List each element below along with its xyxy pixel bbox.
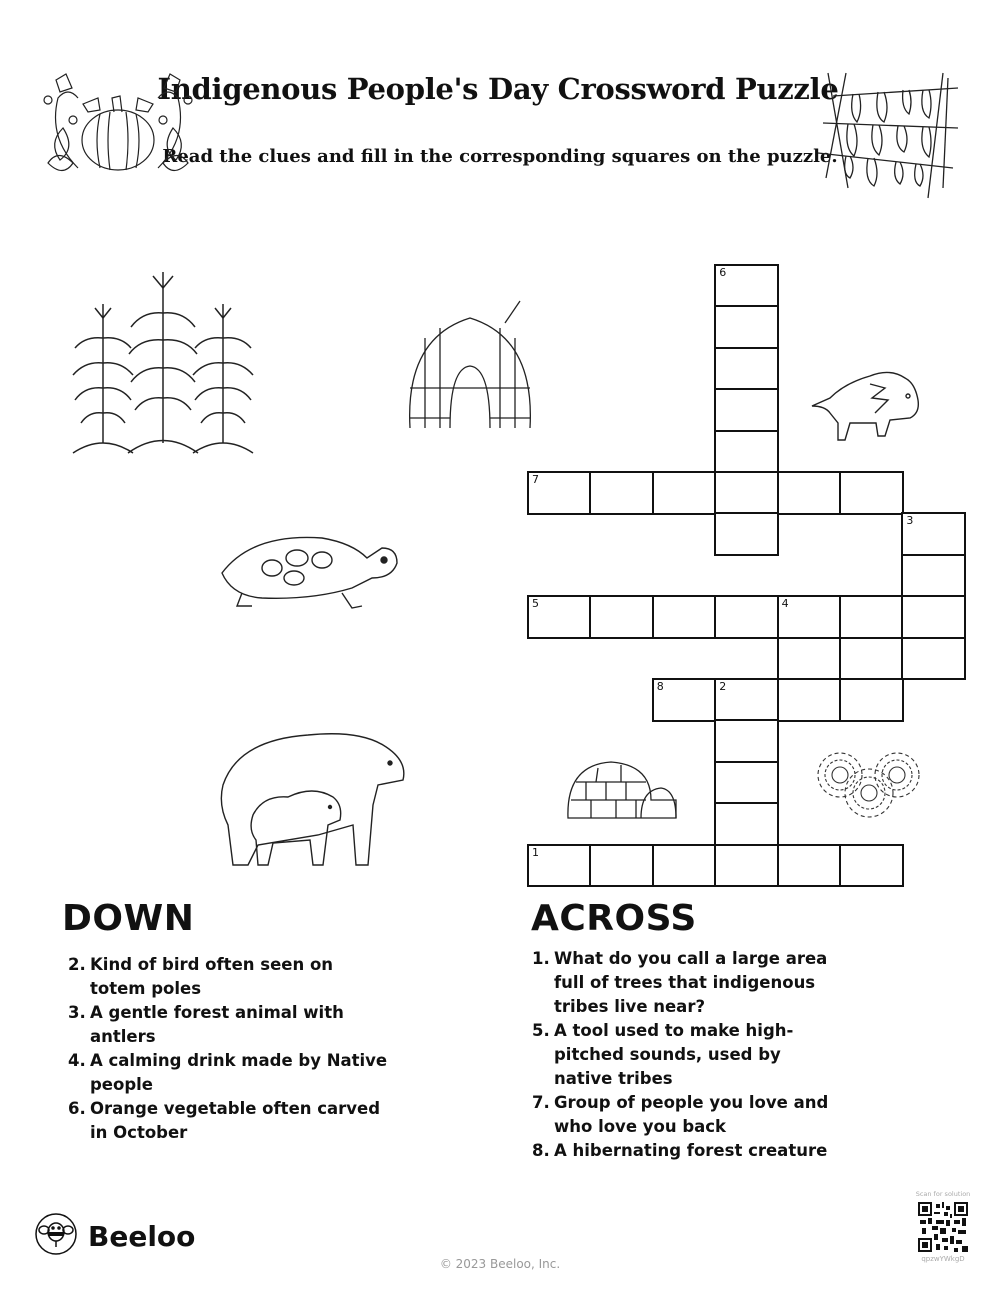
crossword-cell[interactable] xyxy=(777,595,842,639)
crossword-cell[interactable] xyxy=(589,844,654,888)
down-clue xyxy=(68,1097,388,1145)
pumpkin-icon xyxy=(38,68,198,180)
clue-text: Group of people you love and who love you back xyxy=(554,1093,829,1136)
crossword-cell[interactable] xyxy=(714,388,779,432)
clue-number: 1. xyxy=(532,949,550,968)
clue-number: 5 xyxy=(532,597,539,611)
clue-number: 5. xyxy=(532,1021,550,1040)
crossword-cell[interactable] xyxy=(527,844,592,888)
crossword-cell[interactable] xyxy=(652,678,717,722)
turtle-icon xyxy=(212,528,402,610)
clue-number: 2. xyxy=(68,955,86,974)
bison-icon xyxy=(810,368,930,446)
qr-code-id: qpzwYWkgD xyxy=(921,1255,965,1263)
drying-rack-icon xyxy=(818,68,958,208)
clue-number: 4 xyxy=(781,597,789,611)
crossword-cell[interactable] xyxy=(589,471,654,515)
crossword-cell[interactable] xyxy=(901,554,966,598)
across-clue xyxy=(532,1091,832,1139)
flowers-icon xyxy=(812,748,927,823)
clue-number: 8. xyxy=(532,1141,550,1160)
crossword-cell[interactable] xyxy=(901,512,966,556)
across-clue-list xyxy=(532,947,832,1163)
down-clue xyxy=(68,953,388,1001)
down-clue-list xyxy=(68,953,388,1145)
crossword-cell[interactable] xyxy=(527,595,592,639)
crossword-cell[interactable] xyxy=(714,761,779,805)
crossword-cell[interactable] xyxy=(714,719,779,763)
crossword-cell[interactable] xyxy=(589,595,654,639)
down-clue xyxy=(68,1001,388,1049)
crossword-cell[interactable] xyxy=(714,305,779,349)
bears-icon xyxy=(218,725,408,870)
crossword-cell[interactable] xyxy=(839,844,904,888)
clue-text: Kind of bird often seen on totem poles xyxy=(90,955,334,998)
crossword-cell[interactable] xyxy=(652,471,717,515)
qr-label: Scan for solution xyxy=(915,1190,971,1198)
clue-number: 6 xyxy=(719,266,727,279)
clue-text: A calming drink made by Native people xyxy=(90,1051,388,1094)
igloo-icon xyxy=(566,760,678,820)
crossword-cell[interactable] xyxy=(714,264,779,308)
across-clue xyxy=(532,947,832,1019)
down-clue xyxy=(68,1049,388,1097)
crossword-cell[interactable] xyxy=(839,595,904,639)
clue-text: A gentle forest animal with antlers xyxy=(90,1003,344,1046)
clue-number: 7. xyxy=(532,1093,550,1112)
down-heading: DOWN xyxy=(62,898,195,939)
clue-text: Orange vegetable often carved in October xyxy=(90,1099,381,1142)
crossword-cell[interactable] xyxy=(527,471,592,515)
crossword-cell[interactable] xyxy=(839,637,904,681)
corn-stalks-icon xyxy=(68,268,258,458)
crossword-cell[interactable] xyxy=(714,347,779,391)
crossword-cell[interactable] xyxy=(652,595,717,639)
crossword-cell[interactable] xyxy=(777,471,842,515)
bee-icon xyxy=(34,1212,78,1260)
crossword-cell[interactable] xyxy=(714,512,779,556)
clue-text: What do you call a large area full of trees that indigenous tribes live near? xyxy=(554,949,828,1016)
crossword-cell[interactable] xyxy=(714,595,779,639)
crossword-cell[interactable] xyxy=(777,844,842,888)
clue-number: 6. xyxy=(68,1099,86,1118)
copyright: © 2023 Beeloo, Inc. xyxy=(439,1257,561,1271)
crossword-cell[interactable] xyxy=(777,637,842,681)
clue-number: 8 xyxy=(656,680,664,693)
crossword-cell[interactable] xyxy=(714,430,779,474)
crossword-cell[interactable] xyxy=(901,595,966,639)
across-clue xyxy=(532,1019,832,1091)
crossword-cell[interactable] xyxy=(839,678,904,722)
wigwam-icon xyxy=(405,298,535,433)
clue-number: 3. xyxy=(68,1003,86,1022)
clue-text: A hibernating forest creature xyxy=(554,1141,828,1160)
instructions: Read the clues and fill in the corresponding squares on the puzzle. xyxy=(162,146,838,167)
across-heading: ACROSS xyxy=(531,898,697,939)
brand-name: Beeloo xyxy=(88,1219,196,1253)
crossword-cell[interactable] xyxy=(777,678,842,722)
crossword-cell[interactable] xyxy=(714,802,779,846)
solution-qr[interactable] xyxy=(908,1190,978,1263)
crossword-cell[interactable] xyxy=(714,844,779,888)
crossword-cell[interactable] xyxy=(652,844,717,888)
crossword-cell[interactable] xyxy=(901,637,966,681)
clue-number: 4. xyxy=(68,1051,86,1070)
clue-text: A tool used to make high-pitched sounds, used by native tribes xyxy=(554,1021,794,1088)
across-clue xyxy=(532,1139,832,1163)
clue-number: 1 xyxy=(532,845,539,859)
clue-number: 7 xyxy=(532,473,539,486)
qr-code-icon xyxy=(918,1202,968,1252)
crossword-cell[interactable] xyxy=(714,471,779,515)
page-title: Indigenous People's Day Crossword Puzzle xyxy=(157,72,839,106)
clue-number: 3 xyxy=(906,514,914,528)
brand-logo xyxy=(34,1212,195,1260)
crossword-cell[interactable] xyxy=(714,678,779,722)
clue-number: 2 xyxy=(719,680,727,693)
crossword-cell[interactable] xyxy=(839,471,904,515)
